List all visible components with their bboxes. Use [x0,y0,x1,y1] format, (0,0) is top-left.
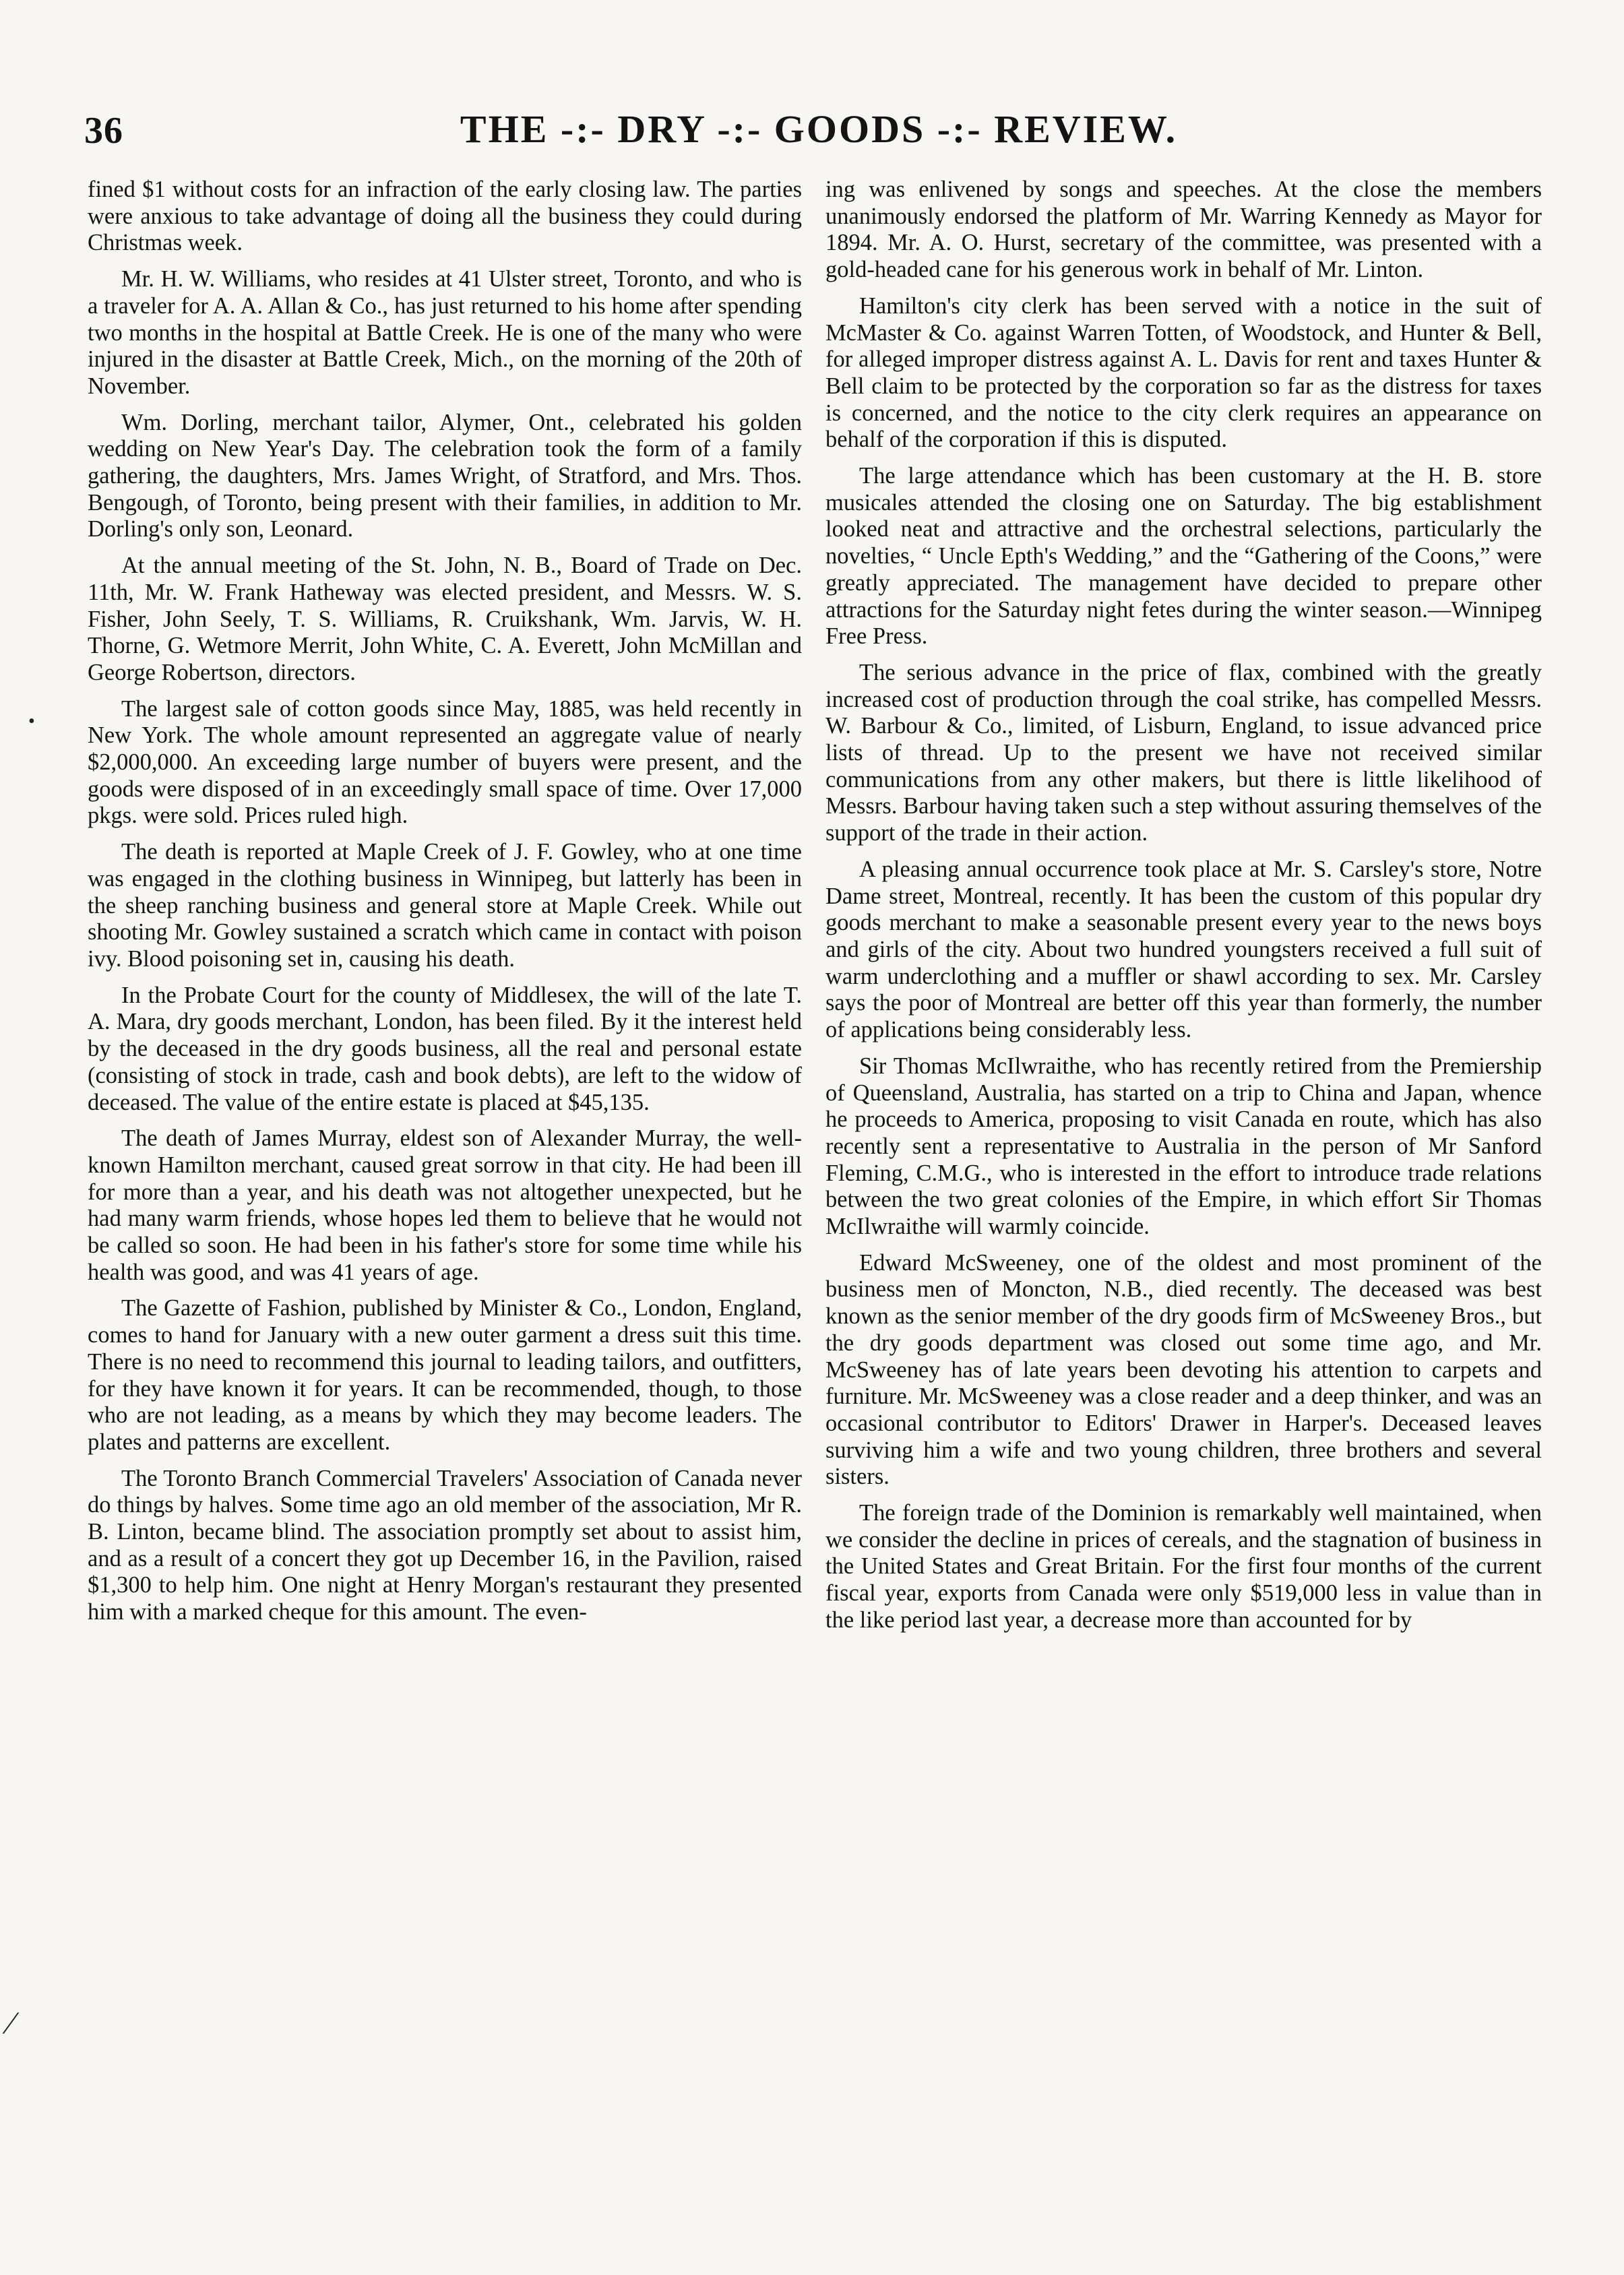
article-paragraph: fined $1 without costs for an infraction of the early closing law. The parties were anxious to take advantage of doing all the business they could during Christmas week. [88,177,802,256]
article-paragraph: A pleasing annual occurrence took place at Mr. S. Carsley's store, Notre Dame street, Montreal, recently. It has been the custom of this popular dry goods merchant to make a seasonable present every year to the news boys and girls of the city. About two hundred youngsters received a full suit of warm underclothing and a muffler or shawl according to sex. Mr. Carsley says the poor of Montreal are better off this year than formerly, the number of applications being considerably less. [825,856,1542,1043]
article-paragraph: The death is reported at Maple Creek of J. F. Gowley, who at one time was engaged in the clothing business in Winnipeg, but latterly has been in the sheep ranching business and general store at Maple Creek. While out shooting Mr. Gowley sustained a scratch which came in contact with poison ivy. Blood poisoning set in, causing his death. [88,839,802,972]
article-paragraph: The largest sale of cotton goods since May, 1885, was held recently in New York. The whole amount represented an aggregate value of nearly $2,000,000. An exceeding large number of buyers were present, and the goods were disposed of in an exceedingly small space of time. Over 17,000 pkgs. were sold. Prices ruled high. [88,695,802,829]
article-paragraph: Sir Thomas McIlwraithe, who has recently retired from the Premiership of Queensland, Australia, has started on a trip to China and Japan, whence he proceeds to America, proposing to visit Canada en route, which has also recently sent a representative to Australia in the person of Mr Sanford Fleming, C.M.G., who is interested in the effort to introduce trade relations between the two great colonies of the Empire, in which effort Sir Thomas McIlwraithe will warmly coincide. [825,1053,1542,1240]
article-paragraph: The Gazette of Fashion, published by Minister & Co., London, England, comes to hand for January with a new outer garment a dress suit this time. There is no need to recommend this journal to leading tailors, and outfitters, for they have known it for years. It can be recommended, though, to those who are not leading, as a means by which they may become leaders. The plates and patterns are excellent. [88,1295,802,1455]
article-paragraph: The death of James Murray, eldest son of Alexander Murray, the well-known Hamilton merchant, caused great sorrow in that city. He had been ill for more than a year, and his death was not altogether unexpected, but he had many warm friends, whose hopes led them to believe that he would not be called so soon. He had been in his father's store for some time while his health was good, and was 41 years of age. [88,1125,802,1285]
masthead-title: THE -:- DRY -:- GOODS -:- REVIEW. [460,107,1178,151]
article-paragraph: Hamilton's city clerk has been served with a notice in the suit of McMaster & Co. against Warren Totten, of Woodstock, and Hunter & Bell, for alleged improper distress against A. L. Davis for rent and taxes Hunter & Bell claim to be protected by the corporation so far as the distress for taxes is concerned, and the notice to the city clerk requires an appearance on behalf of the corporation if this is disputed. [825,292,1542,453]
article-paragraph: ing was enlivened by songs and speeches. At the close the members unanimously endorsed the platform of Mr. Warring Kennedy as Mayor for 1894. Mr. A. O. Hurst, secretary of the committee, was presented with a gold-headed cane for his generous work in behalf of Mr. Linton. [825,177,1542,283]
article-paragraph: The foreign trade of the Dominion is remarkably well maintained, when we consider the decline in prices of cereals, and the stagnation of business in the United States and Great Britain. For the first four months of the current fiscal year, exports from Canada were only $519,000 less in value than in the like period last year, a decrease more than accounted for by [825,1500,1542,1633]
page-number: 36 [84,110,123,152]
margin-dot: • [28,711,35,732]
right-column [825,177,1542,1644]
page-header [81,101,1557,168]
article-paragraph: Mr. H. W. Williams, who resides at 41 Ulster street, Toronto, and who is a traveler for A. A. Allan & Co., has just returned to his home after spending two months in the hospital at Battle Creek. He is one of the many who were injured in the disaster at Battle Creek, Mich., on the morning of the 20th of November. [88,266,802,399]
article-paragraph: Edward McSweeney, one of the oldest and most prominent of the business men of Moncton, N.B., died recently. The deceased was best known as the senior member of the dry goods firm of McSweeney Bros., but the dry goods department was closed out some time ago, and Mr. McSweeney has of late years been devoting his attention to carpets and furniture. Mr. McSweeney was a close reader and a deep thinker, and was an occasional contributor to Editors' Drawer in Harper's. Deceased leaves surviving him a wife and two young children, three brothers and several sisters. [825,1249,1542,1490]
left-column [88,177,802,1635]
article-paragraph: The serious advance in the price of flax, combined with the greatly increased cost of production through the coal strike, has compelled Messrs. W. Barbour & Co., limited, of Lisburn, England, to issue advanced price lists of thread. Up to the present we have not received similar communications from any other makers, but there is little likelihood of Messrs. Barbour having taken such a step without assuring themselves of the support of the trade in their action. [825,659,1542,846]
article-paragraph: The Toronto Branch Commercial Travelers' Association of Canada never do things by halves. Some time ago an old member of the association, Mr R. B. Linton, became blind. The association promptly set about to assist him, and as a result of a concert they got up December 16, in the Pavilion, raised $1,300 to help him. One night at Henry Morgan's restaurant they presented him with a marked cheque for this amount. The even- [88,1465,802,1625]
article-paragraph: In the Probate Court for the county of Middlesex, the will of the late T. A. Mara, dry goods merchant, London, has been filed. By it the interest held by the deceased in the dry goods business, all the real and personal estate (consisting of stock in trade, cash and book debts), are left to the widow of deceased. The value of the entire estate is placed at $45,135. [88,982,802,1115]
article-paragraph: The large attendance which has been customary at the H. B. store musicales attended the closing one on Saturday. The big establishment looked neat and attractive and the orchestral selections, particularly the novelties, “ Uncle Epth's Wedding,” and the “Gathering of the Coons,” were greatly appreciated. The management have decided to prepare other attractions for the Saturday night fetes during the winter season.—Winnipeg Free Press. [825,463,1542,650]
article-paragraph: Wm. Dorling, merchant tailor, Alymer, Ont., celebrated his golden wedding on New Year's Day. The celebration took the form of a family gathering, the daughters, Mrs. James Wright, of Stratford, and Mrs. Thos. Bengough, of Toronto, being present with their families, in addition to Mr. Dorling's only son, Leonard. [88,409,802,542]
article-paragraph: At the annual meeting of the St. John, N. B., Board of Trade on Dec. 11th, Mr. W. Frank Hatheway was elected president, and Messrs. W. S. Fisher, John Seely, T. S. Williams, R. Cruikshank, Wm. Jarvis, W. H. Thorne, G. Wetmore Merrit, John White, C. A. Everett, John McMillan and George Robertson, directors. [88,553,802,685]
margin-mark: ⁄ [8,2005,14,2041]
